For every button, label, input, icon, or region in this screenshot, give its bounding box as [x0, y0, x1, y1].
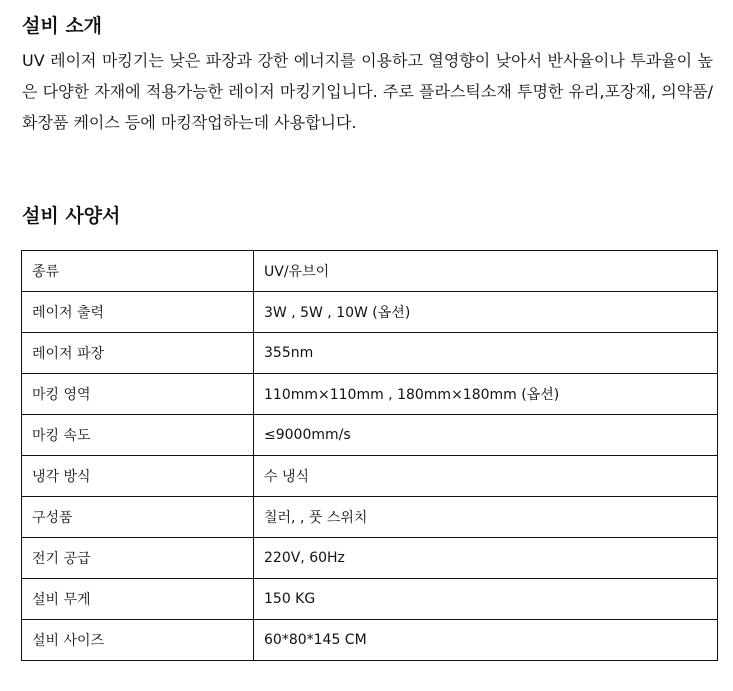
intro-paragraph: UV 레이저 마킹기는 낮은 파장과 강한 에너지를 이용하고 열영향이 낮아서 반사율이나 투과율이 높은 다양한 자재에 적용가능한 레이저 마킹기입니다. 주로 플라스틱소재 투명한 유리,포장재, 의약품/화장품 케이스 등에 마킹작업하는데 사용합니다.	[22, 51, 713, 132]
table-row	[22, 538, 718, 579]
spec-value-cell: 3W , 5W , 10W (옵션)	[254, 292, 718, 333]
spec-value-cell: ≤9000mm/s	[254, 415, 718, 456]
table-row	[22, 579, 718, 620]
spec-label-cell: 구성품	[22, 497, 254, 538]
spec-label-cell: 설비 사이즈	[22, 620, 254, 661]
spec-label-cell: 레이저 출력	[22, 292, 254, 333]
spec-value-cell: 수 냉식	[254, 456, 718, 497]
spec-label-cell: 설비 무게	[22, 579, 254, 620]
table-row	[22, 251, 718, 292]
spec-value-cell: 칠러, , 풋 스위치	[254, 497, 718, 538]
table-row	[22, 415, 718, 456]
spec-title: 설비 사양서	[22, 205, 121, 227]
spec-value-cell: 60*80*145 CM	[254, 620, 718, 661]
intro-title: 설비 소개	[22, 15, 103, 37]
spec-label-cell: 마킹 영역	[22, 374, 254, 415]
table-row	[22, 497, 718, 538]
spec-table	[21, 250, 718, 661]
table-row	[22, 456, 718, 497]
spec-label-cell: 전기 공급	[22, 538, 254, 579]
table-row	[22, 333, 718, 374]
spec-label-cell: 냉각 방식	[22, 456, 254, 497]
spec-label-cell: 마킹 속도	[22, 415, 254, 456]
spec-value-cell: 355nm	[254, 333, 718, 374]
spec-label-cell: 종류	[22, 251, 254, 292]
spec-label-cell: 레이저 파장	[22, 333, 254, 374]
table-row	[22, 374, 718, 415]
table-row	[22, 292, 718, 333]
spec-value-cell: UV/유브이	[254, 251, 718, 292]
table-row	[22, 620, 718, 661]
spec-value-cell: 110mm×110mm , 180mm×180mm (옵션)	[254, 374, 718, 415]
spec-value-cell: 220V, 60Hz	[254, 538, 718, 579]
spec-value-cell: 150 KG	[254, 579, 718, 620]
